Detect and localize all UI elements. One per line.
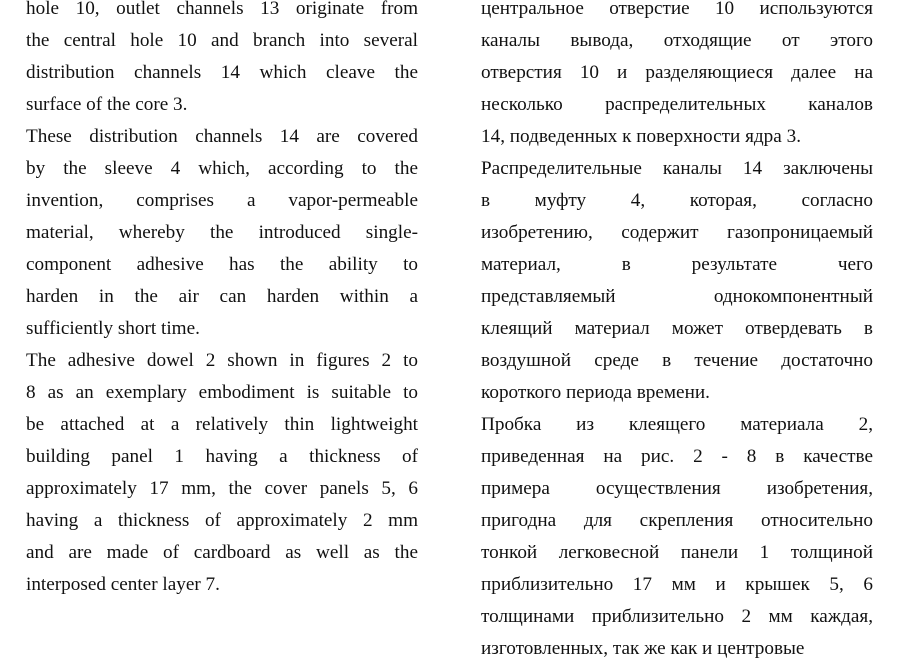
russian-paragraph [481, 409, 873, 665]
english-paragraph [26, 0, 418, 121]
english-text-line: hole 10, outlet channels 13 originate from [26, 0, 418, 19]
russian-text-line: приблизительно 17 мм и крышек 5, 6 [481, 574, 873, 595]
english-text-line: material, whereby the introduced single- [26, 222, 418, 243]
english-paragraph [26, 121, 418, 345]
russian-text-line: толщинами приблизительно 2 мм каждая, [481, 606, 873, 627]
english-text-line: approximately 17 mm, the cover panels 5, 6 [26, 478, 418, 499]
russian-text-line: примера осуществления изобретения, [481, 478, 873, 499]
english-text-line: These distribution channels 14 are covered [26, 126, 418, 147]
english-text-line: be attached at a relatively thin lightweight [26, 414, 418, 435]
russian-text-line: воздушной среде в течение достаточно [481, 350, 873, 371]
english-paragraph [26, 345, 418, 601]
russian-text-line: тонкой легковесной панели 1 толщиной [481, 542, 873, 563]
english-text-line: distribution channels 14 which cleave the [26, 62, 418, 83]
russian-text-line: изготовленных, так же как и центровые [481, 638, 805, 659]
english-text-line: component adhesive has the ability to [26, 254, 418, 275]
russian-text-line: отверстия 10 и разделяющиеся далее на [481, 62, 873, 83]
english-text-line: having a thickness of approximately 2 mm [26, 510, 418, 531]
russian-paragraph [481, 153, 873, 409]
english-text-line: The adhesive dowel 2 shown in figures 2 to [26, 350, 418, 371]
english-text-line: 8 as an exemplary embodiment is suitable to [26, 382, 418, 403]
russian-text-line: материал, в результате чего [481, 254, 873, 275]
russian-text-line: 14, подведенных к поверхности ядра 3. [481, 126, 801, 147]
russian-text-line: изобретению, содержит газопроницаемый [481, 222, 873, 243]
english-text-line: building panel 1 having a thickness of [26, 446, 418, 467]
english-text-line: interposed center layer 7. [26, 574, 220, 595]
russian-paragraph [481, 0, 873, 153]
english-text-line: sufficiently short time. [26, 318, 200, 339]
russian-text-line: короткого периода времени. [481, 382, 710, 403]
english-text-line: the central hole 10 and branch into several [26, 30, 418, 51]
russian-text-line: центральное отверстие 10 используются [481, 0, 873, 19]
english-column [26, 0, 418, 601]
russian-column [481, 0, 873, 665]
russian-text-line: пригодна для скрепления относительно [481, 510, 873, 531]
english-text-line: and are made of cardboard as well as the [26, 542, 418, 563]
english-text-line: by the sleeve 4 which, according to the [26, 158, 418, 179]
russian-text-line: клеящий материал может отвердевать в [481, 318, 873, 339]
english-text-line: harden in the air can harden within a [26, 286, 418, 307]
russian-text-line: Распределительные каналы 14 заключены [481, 158, 873, 179]
russian-text-line: приведенная на рис. 2 - 8 в качестве [481, 446, 873, 467]
russian-text-line: представляемый однокомпонентный [481, 286, 873, 307]
russian-text-line: несколько распределительных каналов [481, 94, 873, 115]
russian-text-line: каналы вывода, отходящие от этого [481, 30, 873, 51]
russian-text-line: в муфту 4, которая, согласно [481, 190, 873, 211]
russian-text-line: Пробка из клеящего материала 2, [481, 414, 873, 435]
english-text-line: invention, comprises a vapor-permeable [26, 190, 418, 211]
english-text-line: surface of the core 3. [26, 94, 188, 115]
